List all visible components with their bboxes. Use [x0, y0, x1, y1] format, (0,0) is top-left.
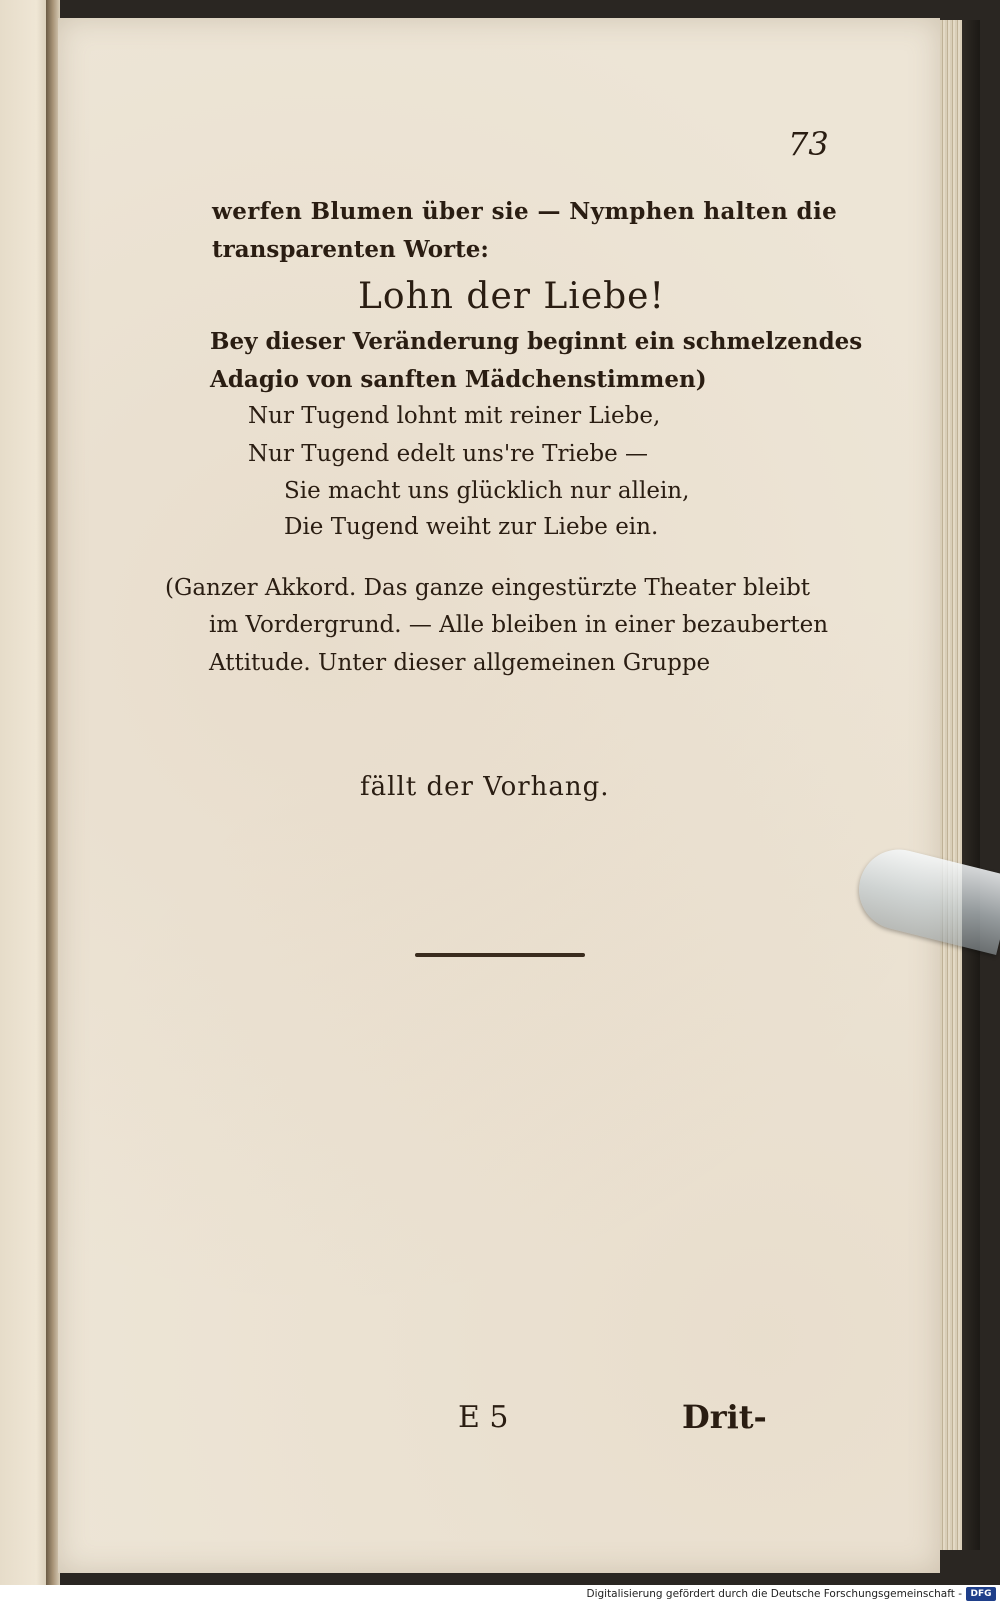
- signature-mark: E 5: [458, 1400, 509, 1435]
- text-line: Bey dieser Veränderung beginnt ein schmelzendes: [210, 328, 863, 355]
- centered-heading: Lohn der Liebe!: [358, 276, 665, 317]
- end-rule: [415, 953, 585, 957]
- page-edges: [940, 20, 962, 1550]
- page-number: 73: [788, 125, 829, 163]
- left-page-edge: [0, 0, 52, 1585]
- text-line: Adagio von sanften Mädchenstimmen): [210, 366, 707, 393]
- cover-edge: [962, 20, 980, 1550]
- footer-credit: Digitalisierung gefördert durch die Deutsche Forschungsgemeinschaft -: [586, 1588, 962, 1600]
- stage-direction-line: Attitude. Unter dieser allgemeinen Gruppe: [209, 650, 711, 676]
- verse-line: Sie macht uns glücklich nur allein,: [284, 478, 690, 504]
- closing-line: fällt der Vorhang.: [360, 772, 610, 802]
- stage-direction-line: (Ganzer Akkord. Das ganze eingestürzte Theater bleibt: [165, 575, 811, 601]
- verse-line: Nur Tugend edelt uns're Triebe —: [248, 441, 649, 467]
- catchword: Drit-: [682, 1398, 767, 1436]
- stage-direction-line: im Vordergrund. — Alle bleiben in einer bezauberten: [209, 612, 829, 638]
- footer-bar: [0, 1585, 1000, 1603]
- verse-line: Die Tugend weiht zur Liebe ein.: [284, 514, 659, 540]
- text-line: werfen Blumen über sie — Nymphen halten die: [212, 198, 838, 225]
- text-line: transparenten Worte:: [212, 236, 489, 263]
- verse-line: Nur Tugend lohnt mit reiner Liebe,: [248, 403, 661, 429]
- dfg-logo-icon: DFG: [966, 1587, 996, 1601]
